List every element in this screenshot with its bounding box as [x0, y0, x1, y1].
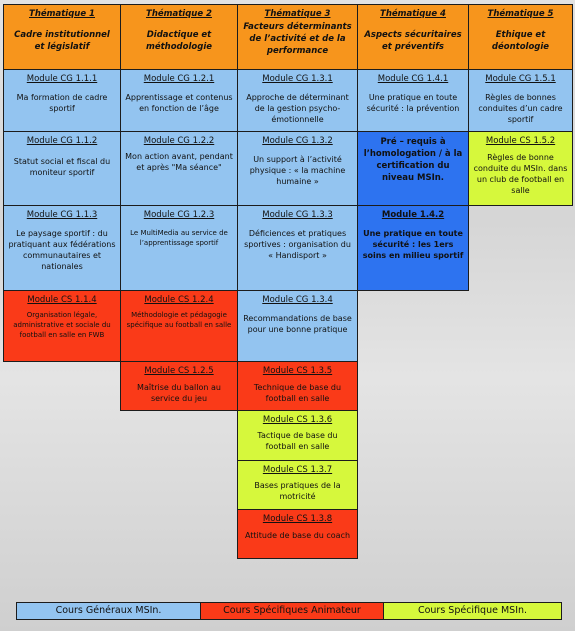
module-code: Module CG 1.1.1: [26, 74, 98, 84]
module-code: Module CS 1.2.4: [144, 295, 214, 305]
module-cg-1-4-1: [357, 69, 469, 132]
module-title: Tactique de base du football en salle: [257, 431, 338, 451]
module-code: Module CG 1.2.2: [143, 136, 215, 146]
legend-general-courses: Cours Généraux MSIn.: [17, 603, 200, 619]
module-title: Apprentissage et contenus en fonction de l’âge: [125, 93, 233, 113]
module-code: Module 1.4.2: [381, 210, 445, 220]
module-cs-1-2-5: [120, 361, 238, 411]
module-code: Module CG 1.3.2: [262, 136, 333, 146]
module-cs-1-3-5: [237, 361, 358, 411]
module-title: Une pratique en toute sécurité : les 1ers soins en milieu sportif: [362, 229, 464, 260]
module-cg-1-3-3: [237, 205, 358, 291]
theme-number: Thématique 4: [380, 9, 446, 19]
module-cg-1-2-2: [120, 131, 238, 206]
module-cs-1-5-2: [468, 131, 573, 206]
module-title: Recommandations de base pour une bonne pratique: [243, 314, 352, 334]
module-title: Ma formation de cadre sportif: [16, 93, 108, 113]
module-cg-1-1-1: [3, 69, 121, 132]
module-cg-1-1-2: [3, 131, 121, 206]
module-title: Statut social et fiscal du moniteur sportif: [13, 157, 111, 177]
module-title: Un support à l’activité physique : « la machine humaine »: [249, 155, 346, 186]
header-theme-2: [120, 4, 238, 70]
module-title: Déficiences et pratiques sportives : organisation du « Handisport »: [244, 229, 351, 260]
header-theme-1: [3, 4, 121, 70]
module-cs-1-2-4: [120, 290, 238, 362]
theme-title: Ethique et déontologie: [491, 30, 550, 52]
module-code: Module CS 1.1.4: [27, 295, 97, 305]
module-code: Module CS 1.5.2: [485, 136, 556, 146]
module-cg-1-5-1: [468, 69, 573, 132]
module-code: Module CG 1.2.3: [143, 210, 215, 220]
header-theme-4: [357, 4, 469, 70]
theme-number: Thématique 1: [29, 9, 95, 19]
module-title: Attitude de base du coach: [244, 531, 351, 540]
module-cs-1-1-4: [3, 290, 121, 362]
module-title: Règles de bonne conduite du MSIn. dans un club de football en salle: [473, 153, 568, 195]
module-code: Module CS 1.2.5: [144, 366, 214, 376]
module-cg-1-2-1: [120, 69, 238, 132]
theme-number: Thématique 2: [146, 9, 212, 19]
module-title: Règles de bonnes conduites d’un cadre sportif: [478, 93, 563, 124]
theme-title: Didactique et méthodologie: [145, 30, 213, 52]
module-title: Bases pratiques de la motricité: [254, 481, 341, 501]
module-code: Module CS 1.3.8: [262, 514, 333, 524]
module-cg-1-3-1: [237, 69, 358, 132]
theme-number: Thématique 5: [487, 9, 554, 19]
module-cs-1-3-6: [237, 410, 358, 461]
module-code: Module CS 1.3.5: [262, 366, 333, 376]
module-code: Module CG 1.3.4: [262, 295, 333, 305]
legend-animator-courses: Cours Spécifiques Animateur: [200, 603, 383, 619]
module-1-4-2: [357, 205, 469, 291]
theme-title: Aspects sécuritaires et préventifs: [364, 30, 462, 52]
module-code: Module CG 1.1.2: [26, 136, 98, 146]
module-title: Le paysage sportif : du pratiquant aux fédérations communautaires et nationales: [8, 229, 116, 271]
legend-msin-courses: Cours Spécifique MSIn.: [383, 603, 561, 619]
module-title: Technique de base du football en salle: [253, 383, 342, 403]
module-title: Le MultiMedia au service de l’apprentissage sportif: [130, 229, 228, 247]
module-title: Maîtrise du ballon au service du jeu: [137, 383, 221, 403]
header-theme-3: [237, 4, 358, 70]
module-cs-1-3-7: [237, 460, 358, 510]
module-title: Une pratique en toute sécurité : la prévention: [366, 93, 460, 113]
module-cg-1-3-4: [237, 290, 358, 362]
module-code: Module CG 1.2.1: [143, 74, 215, 84]
module-cg-1-3-2: [237, 131, 358, 206]
module-code: Module CG 1.4.1: [377, 74, 449, 84]
module-code: Module CS 1.3.6: [262, 415, 333, 425]
header-theme-5: [468, 4, 573, 70]
prerequisite-text: Pré – requis à l’homologation / à la certification du niveau MSIn.: [363, 137, 463, 183]
theme-title: Cadre institutionnel et législatif: [14, 30, 110, 52]
module-code: Module CS 1.3.7: [262, 465, 333, 475]
module-code: Module CG 1.5.1: [485, 74, 556, 84]
module-title: Mon action avant, pendant et après "Ma séance": [125, 152, 233, 172]
prerequisite-msin: [357, 131, 469, 206]
module-title: Approche de déterminant de la gestion psycho-émotionnelle: [246, 93, 349, 124]
theme-number: Thématique 3: [264, 9, 331, 19]
legend: [16, 602, 562, 620]
module-title: Organisation légale, administrative et sociale du football en salle en FWB: [13, 311, 111, 339]
theme-title: Facteurs déterminants de l’activité et de la performance: [243, 22, 352, 56]
module-cg-1-2-3: [120, 205, 238, 291]
module-code: Module CG 1.3.1: [262, 74, 333, 84]
module-title: Méthodologie et pédagogie spécifique au football en salle: [126, 311, 232, 329]
module-code: Module CG 1.1.3: [26, 210, 98, 220]
module-cs-1-3-8: [237, 509, 358, 559]
module-cg-1-1-3: [3, 205, 121, 291]
module-code: Module CG 1.3.3: [262, 210, 333, 220]
